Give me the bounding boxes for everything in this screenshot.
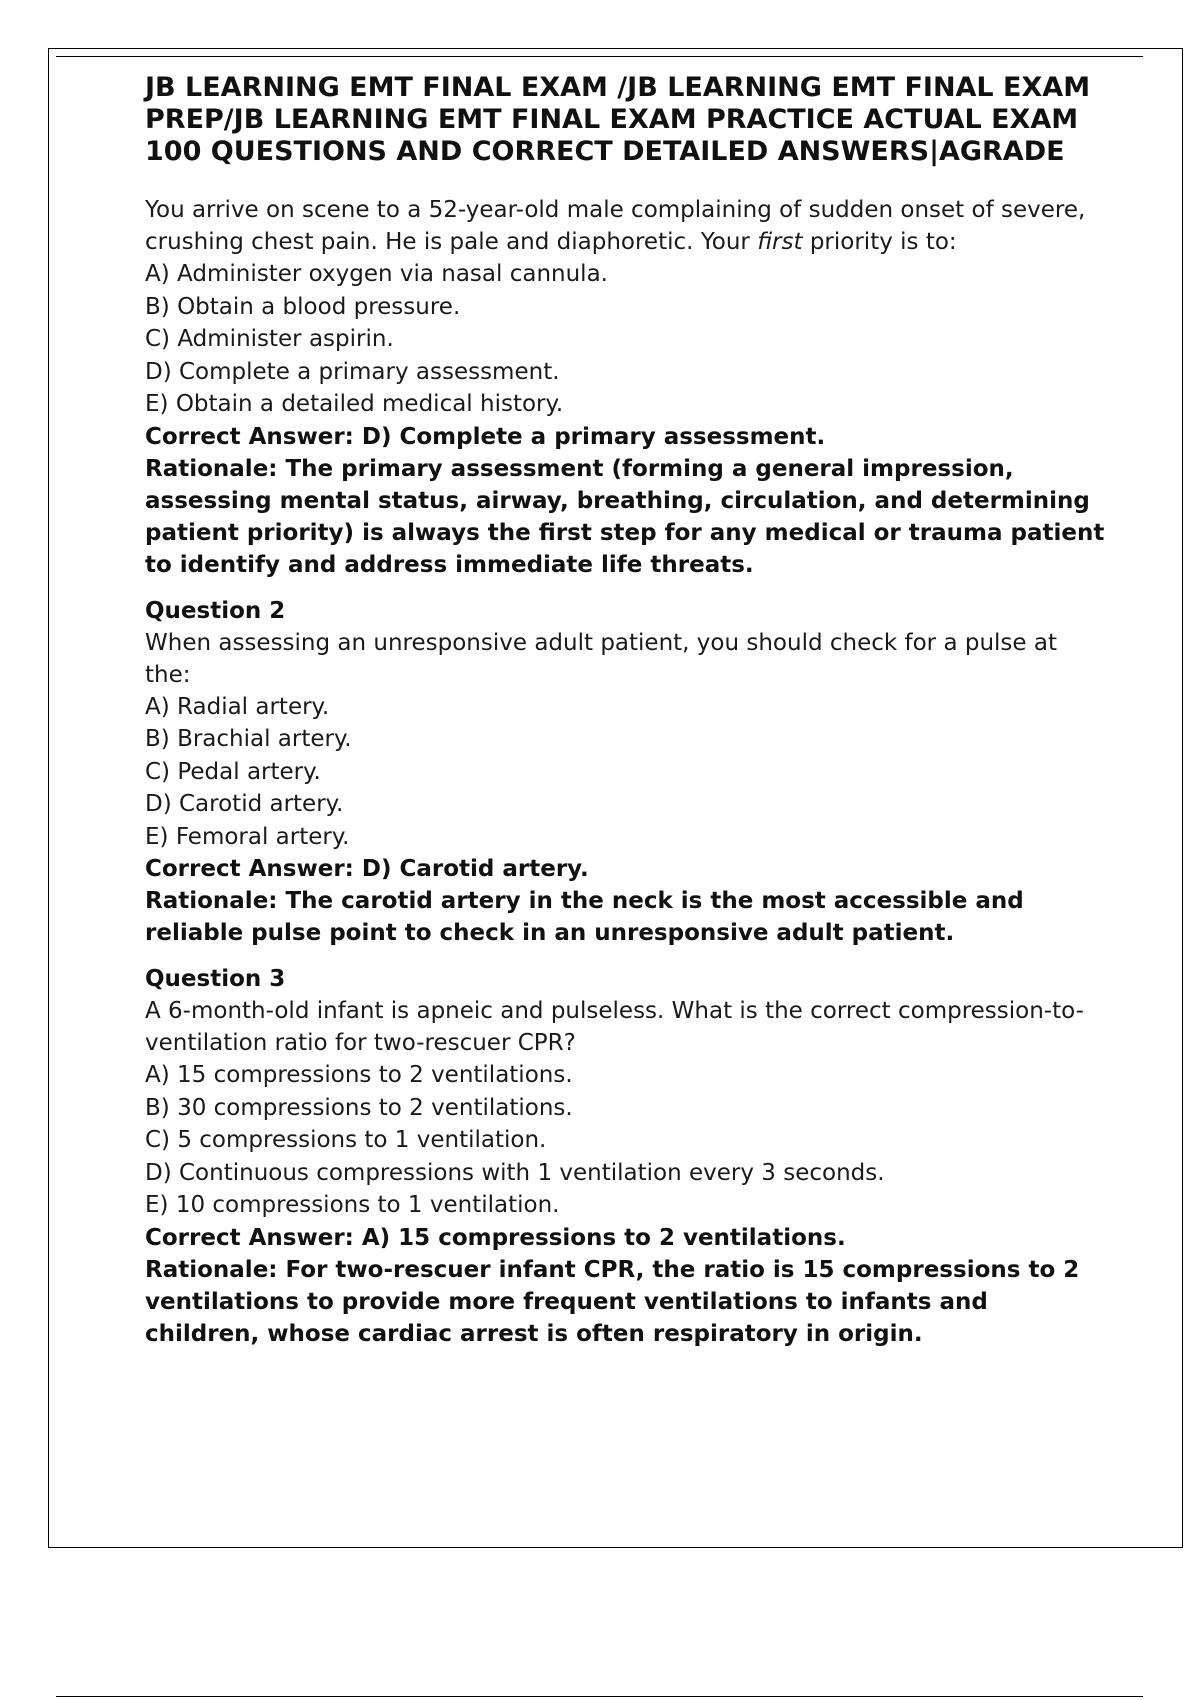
answer-option: D) Complete a primary assessment.: [145, 358, 560, 385]
correct-answer: Correct Answer: A) 15 compressions to 2 ventilations.: [145, 1224, 846, 1251]
question-2: [145, 595, 1105, 950]
document-content: [145, 72, 1105, 1364]
rationale: Rationale: The carotid artery in the neck is the most accessible and reliable pulse point to check in an unresponsive adult patient.: [145, 888, 1024, 946]
answer-option: B) Obtain a blood pressure.: [145, 293, 461, 320]
answer-option: A) Administer oxygen via nasal cannula.: [145, 261, 608, 287]
answer-option: B) Brachial artery.: [145, 726, 352, 752]
answer-option: C) 5 compressions to 1 ventilation.: [145, 1127, 547, 1153]
answer-options: [145, 258, 1105, 421]
rationale: Rationale: The primary assessment (forming a general impression, assessing mental status, airway, breathing, circulation, and determining patient priority) is always the first step for any medical or trauma patient to identify and address immediate life threats.: [145, 455, 1105, 578]
answer-option: E) Obtain a detailed medical history.: [145, 391, 564, 417]
question-heading: Question 2: [145, 597, 286, 624]
answer-option: C) Pedal artery.: [145, 758, 321, 785]
answer-option: B) 30 compressions to 2 ventilations.: [145, 1094, 573, 1121]
question-heading: Question 3: [145, 966, 286, 992]
bottom-rule: [56, 1696, 1143, 1697]
answer-option: A) 15 compressions to 2 ventilations.: [145, 1062, 573, 1088]
rationale: Rationale: For two-rescuer infant CPR, the ratio is 15 compressions to 2 ventilations to provide more frequent ventilations to infants and children, whose cardiac arrest is often respiratory in origin.: [145, 1256, 1080, 1347]
question-text: A 6-month-old infant is apneic and pulseless. What is the correct compression-to-ventilation ratio for two-rescuer CPR?: [145, 998, 1084, 1056]
correct-answer: Correct Answer: D) Carotid artery.: [145, 856, 589, 882]
answer-options: [145, 691, 1105, 854]
answer-option: E) 10 compressions to 1 ventilation.: [145, 1192, 560, 1218]
question-3: [145, 963, 1105, 1350]
correct-answer: Correct Answer: D) Complete a primary assessment.: [145, 423, 826, 450]
document-title: JB LEARNING EMT FINAL EXAM /JB LEARNING EMT FINAL EXAM PREP/JB LEARNING EMT FINAL EXAM PRACTICE ACTUAL EXAM 100 QUESTIONS AND CORRECT DETAILED ANSWERS|AGRADE: [145, 72, 1091, 167]
answer-options: [145, 1059, 1105, 1222]
question-text-part: priority is to:: [802, 229, 957, 255]
question-text-emphasis: first: [757, 229, 803, 255]
answer-option: E) Femoral artery.: [145, 823, 350, 850]
question-1: [145, 194, 1105, 581]
question-text: [145, 194, 1105, 258]
question-text-part: You arrive on scene to a 52-year-old male complaining of sudden onset of severe, crushing chest pain. He is pale and diaphoretic. Your: [145, 197, 1086, 255]
question-text: When assessing an unresponsive adult patient, you should check for a pulse at the:: [145, 629, 1057, 688]
answer-option: C) Administer aspirin.: [145, 326, 394, 352]
answer-option: A) Radial artery.: [145, 693, 330, 720]
answer-option: D) Continuous compressions with 1 ventilation every 3 seconds.: [145, 1159, 885, 1186]
answer-option: D) Carotid artery.: [145, 791, 344, 817]
